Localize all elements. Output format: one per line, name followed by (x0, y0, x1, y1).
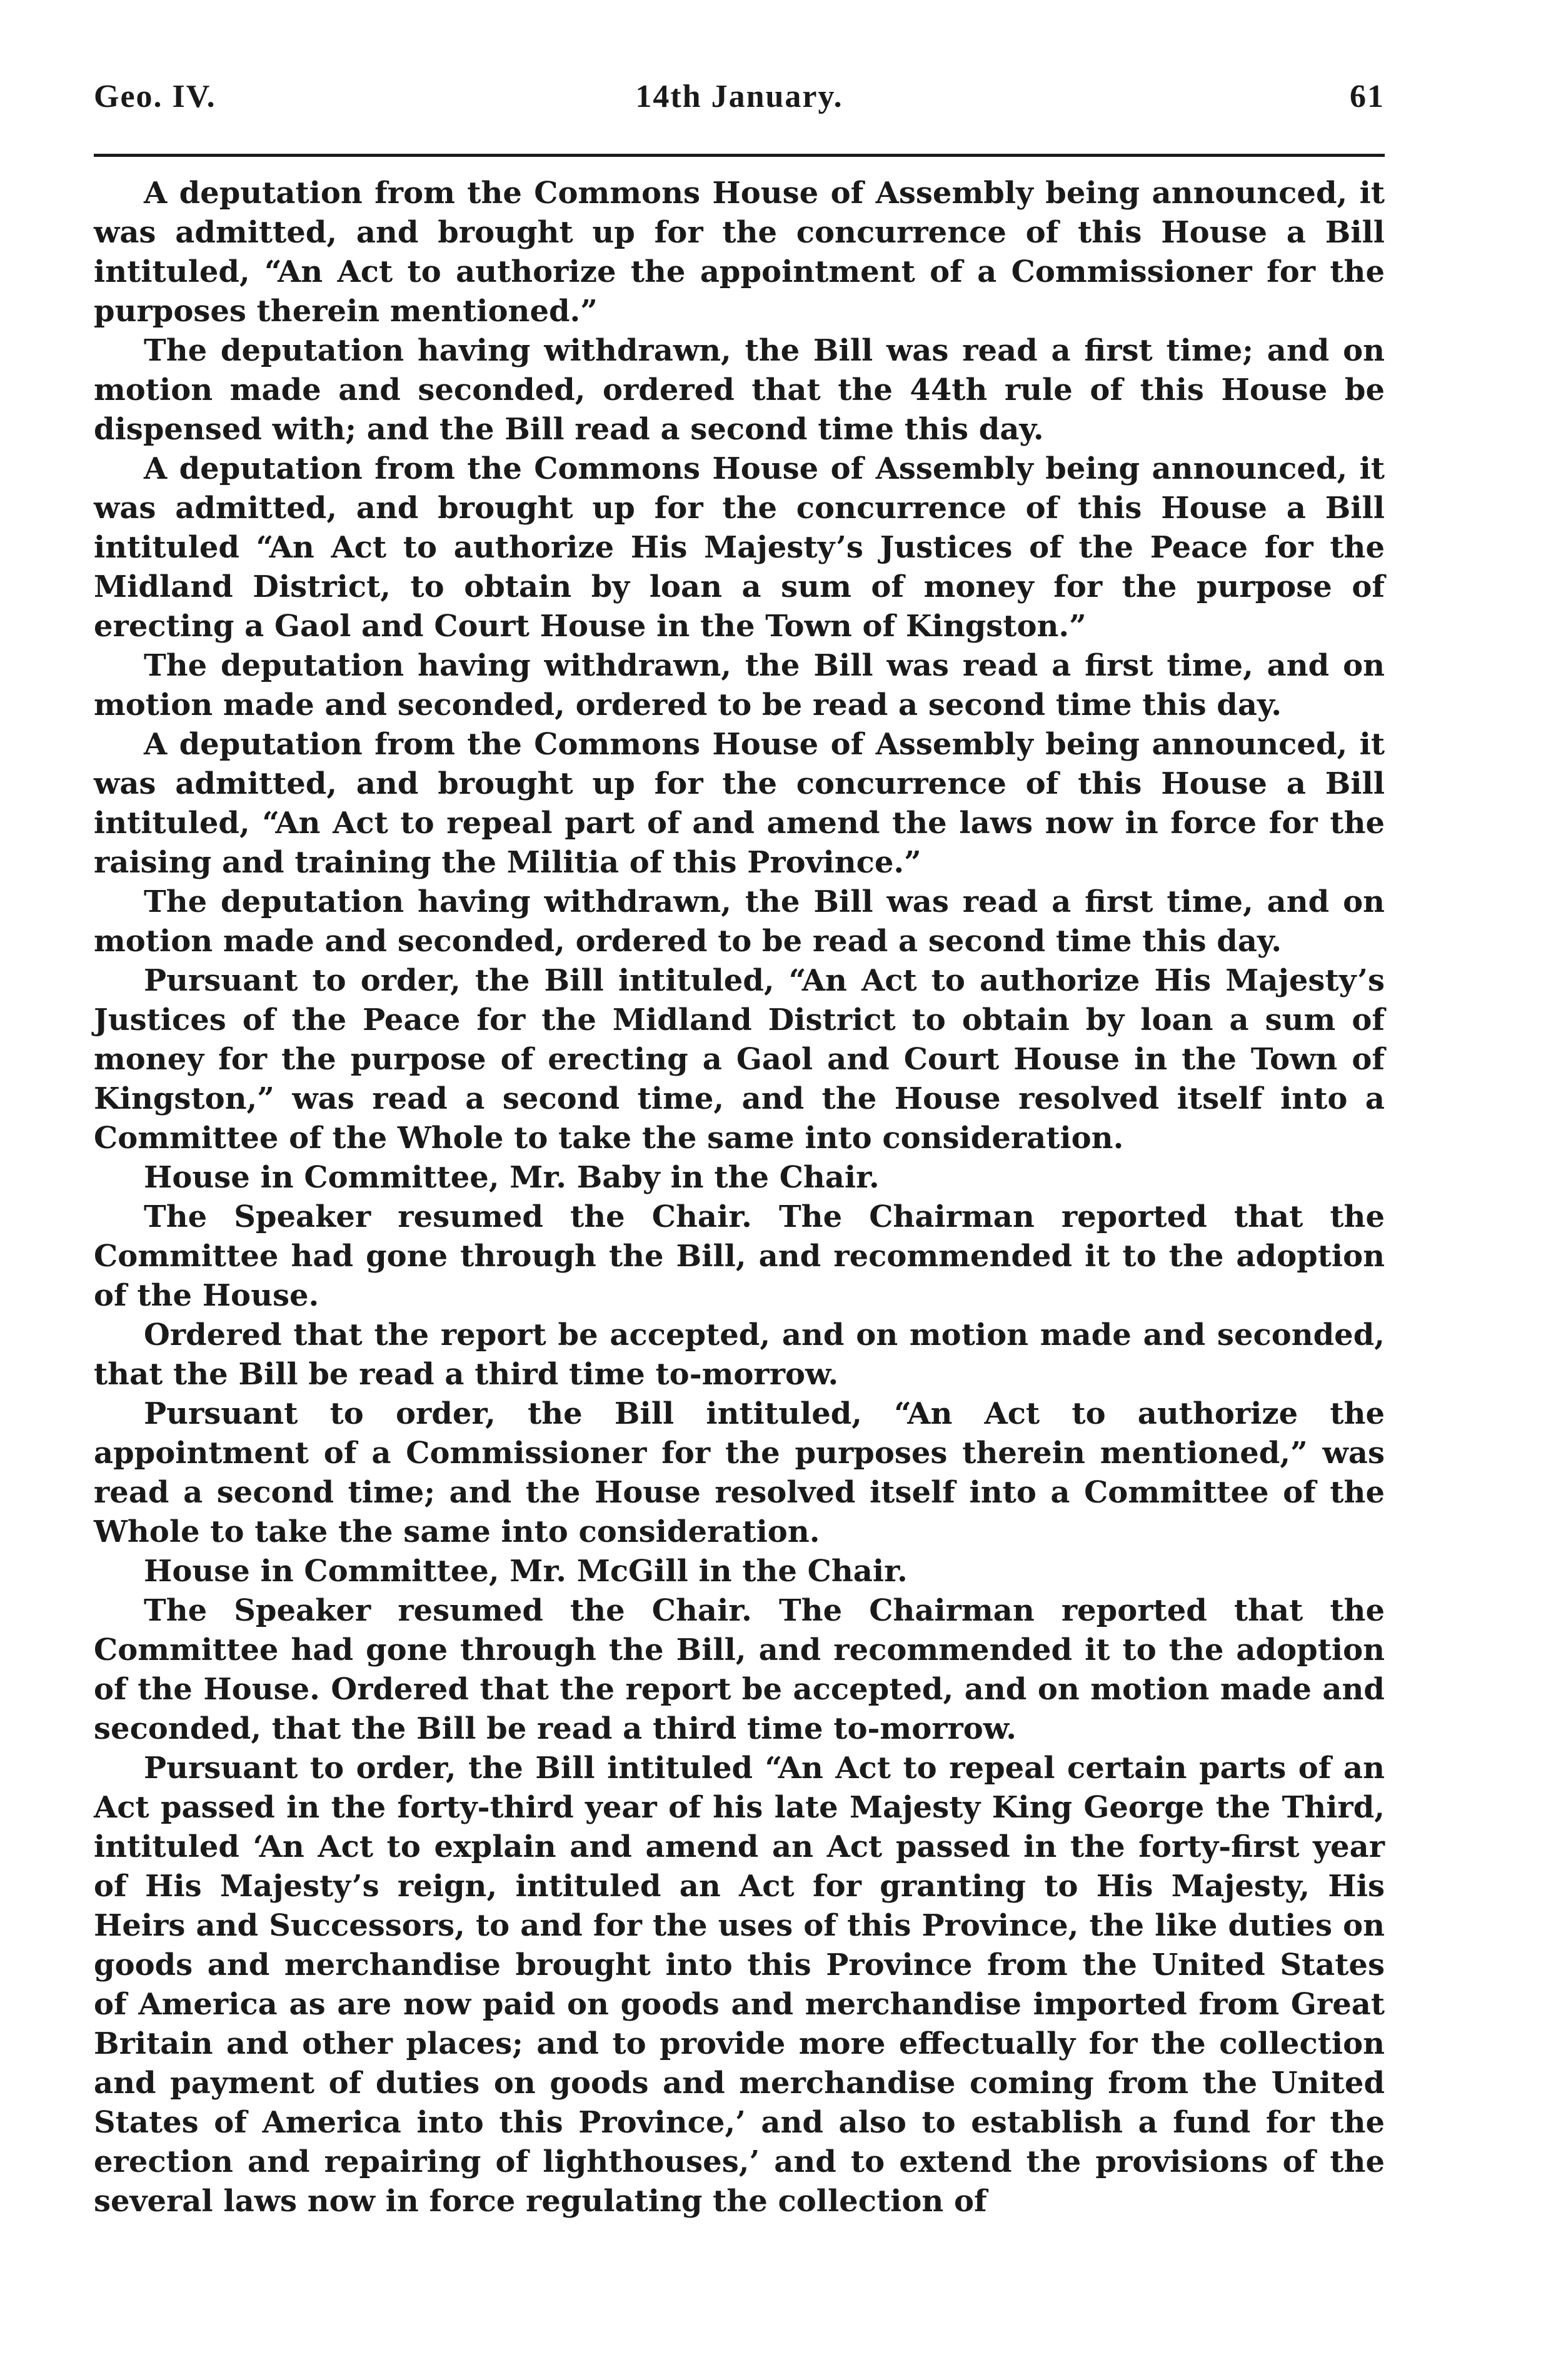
paragraph: The Speaker resumed the Chair. The Chairman reported that the Committee had gone through the Bill, and recommended it to the adoption of the House. (94, 1199, 1385, 1313)
paragraph: Pursuant to order, the Bill intituled, “An Act to authorize the appointment of a Commissioner for the purposes therein mentioned,” was read a second time; and the House resolved itself into a Committee of the Whole to take the same into consideration. (94, 1396, 1385, 1549)
header-rule (94, 154, 1385, 157)
paragraph: The deputation having withdrawn, the Bill was read a first time, and on motion made and seconded, ordered to be read a second time this day. (94, 884, 1385, 959)
paragraph: A deputation from the Commons House of Assembly being announced, it was admitted, and brought up for the concurrence of this House a Bill intituled, “An Act to repeal part of and amend the laws now in force for the raising and training the Militia of this Province.” (94, 727, 1385, 880)
paragraph: Ordered that the report be accepted, and on motion made and seconded, that the Bill be read a third time to-morrow. (94, 1318, 1385, 1392)
paragraph: The deputation having withdrawn, the Bill was read a first time; and on motion made and seconded, ordered that the 44th rule of this House be dispensed with; and the Bill read a second time this day. (94, 333, 1385, 447)
paragraph: Pursuant to order, the Bill intituled “An Act to repeal certain parts of an Act passed in the forty-third year of his late Majesty King George the Third, intituled ‘An Act to explain and amend an Act passed in the forty-first year of His Majesty’s reign, intituled an Act for granting to His Majesty, His Heirs and Successors, to and for the uses of this Province, the like duties on goods and merchandise brought into this Province from the United States of America as are now paid on goods and merchandise imported from Great Britain and other places; and to provide more effectually for the collection and payment of duties on goods and merchandise coming from the United States of America into this Province,’ and also to establish a fund for the erection and repairing of lighthouses,’ and to extend the provisions of the several laws now in force regulating the collection of (94, 1751, 1385, 2219)
paragraph: A deputation from the Commons House of Assembly being announced, it was admitted, and brought up for the concurrence of this House a Bill intituled, “An Act to authorize the appointment of a Commissioner for the purposes therein mentioned.” (94, 176, 1385, 329)
paragraph: Pursuant to order, the Bill intituled, “An Act to authorize His Majesty’s Justices of the Peace for the Midland District to obtain by loan a sum of money for the purpose of erecting a Gaol and Court House in the Town of Kingston,” was read a second time, and the House resolved itself into a Committee of the Whole to take the same into consideration. (94, 963, 1385, 1156)
paragraph: The deputation having withdrawn, the Bill was read a first time, and on motion made and seconded, ordered to be read a second time this day. (94, 648, 1385, 722)
running-head (94, 78, 1385, 134)
page-number: 61 (1350, 79, 1385, 114)
paragraph: House in Committee, Mr. McGill in the Chair. (144, 1554, 908, 1589)
date-heading: 14th January. (635, 79, 843, 114)
paragraph: House in Committee, Mr. Baby in the Chair. (144, 1160, 880, 1195)
paragraph: A deputation from the Commons House of Assembly being announced, it was admitted, and brought up for the concurrence of this House a Bill intituled “An Act to authorize His Majesty’s Justices of the Peace for the Midland District, to obtain by loan a sum of money for the purpose of erecting a Gaol and Court House in the Town of Kingston.” (94, 451, 1385, 644)
reign-label: Geo. IV. (94, 79, 216, 114)
paragraph: The Speaker resumed the Chair. The Chairman reported that the Committee had gone through the Bill, and recommended it to the adoption of the House. Ordered that the report be accepted, and on motion made and seconded, that the Bill be read a third time to-morrow. (94, 1593, 1385, 1746)
journal-body (94, 174, 1385, 2221)
